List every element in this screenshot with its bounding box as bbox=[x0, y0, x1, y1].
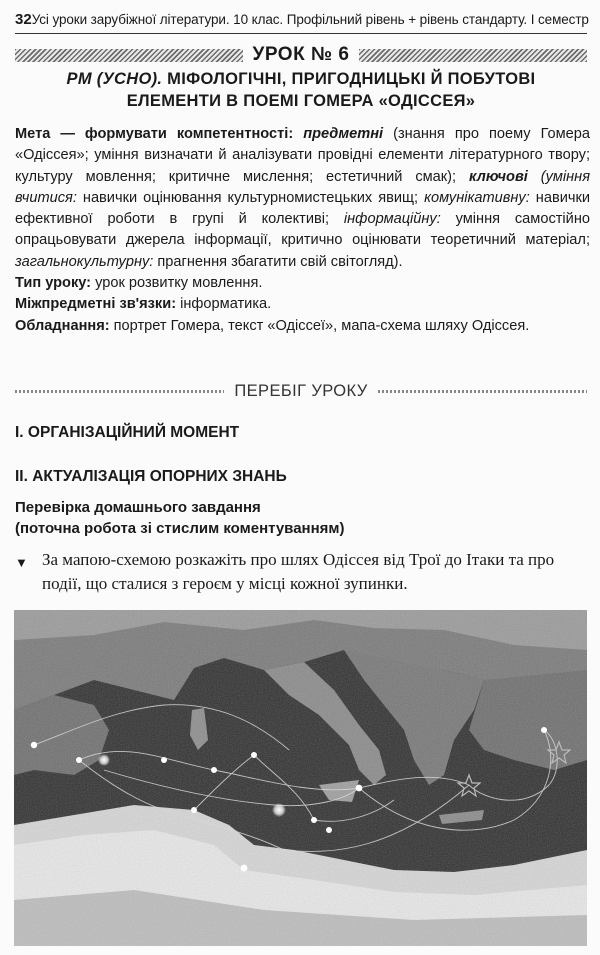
odysseus-route-map bbox=[14, 610, 587, 946]
goal-comm-label: комунікативну: bbox=[424, 189, 530, 206]
goal-subject-label: предметні bbox=[303, 126, 384, 142]
title-line1: МІФОЛОГІЧНІ, ПРИГОДНИЦЬКІ Й ПОБУТОВІ bbox=[162, 70, 536, 88]
goal-comm-text: навички ефективної роботи в групі й колективі; bbox=[15, 189, 590, 228]
task-text: За мапою-схемою розкажіть про шлях Одіссея від Трої до Ітаки та про події, що сталися з героєм у місці кожної зупинки. bbox=[42, 550, 555, 593]
lesson-info bbox=[15, 124, 590, 337]
page-number: 32 bbox=[15, 10, 32, 28]
running-title: Усі уроки зарубіжної літератури. 10 клас. Профільний рівень + рівень стандарту. І семестр bbox=[31, 11, 589, 27]
lesson-number-bar bbox=[15, 45, 587, 65]
title-rm-label: РМ (УСНО). bbox=[66, 70, 163, 88]
page-header bbox=[15, 8, 589, 30]
dots-right bbox=[378, 390, 587, 393]
hatch-right bbox=[359, 49, 587, 62]
equipment bbox=[15, 316, 590, 337]
goal-info-label: інформаційну: bbox=[343, 211, 441, 228]
goal-key-label: ключові bbox=[468, 168, 528, 185]
task-item bbox=[15, 548, 590, 596]
lesson-type-value: урок розвитку мовлення. bbox=[91, 275, 263, 292]
lesson-type-label: Тип уроку: bbox=[15, 275, 92, 292]
lesson-number: УРОК № 6 bbox=[252, 44, 350, 65]
dots-left bbox=[15, 390, 224, 393]
goal-paragraph bbox=[15, 124, 590, 273]
goal-info-text: уміння самостійно опрацьовувати джерела інформації, критично оцінювати теоретичний матеріал; bbox=[15, 211, 590, 249]
links-label: Міжпредметні зв'язки: bbox=[15, 296, 177, 313]
equipment-label: Обладнання: bbox=[15, 317, 110, 334]
course-heading-bar bbox=[15, 380, 587, 402]
title-line2: ЕЛЕМЕНТИ В ПОЕМІ ГОМЕРА «ОДІССЕЯ» bbox=[126, 92, 476, 110]
course-heading: ПЕРЕБІГ УРОКУ bbox=[234, 381, 368, 400]
goal-learn-text: навички оцінювання культурномистецьких явищ; bbox=[76, 189, 425, 206]
homework-check-heading bbox=[15, 497, 345, 539]
section-2-heading: II. АКТУАЛІЗАЦІЯ ОПОРНИХ ЗНАНЬ bbox=[15, 468, 287, 485]
goal-learn-label: (уміння вчитися: bbox=[15, 168, 590, 206]
section-1-heading: I. ОРГАНІЗАЦІЙНИЙ МОМЕНТ bbox=[15, 424, 240, 441]
goal-cult-label: загальнокультурну: bbox=[15, 253, 154, 270]
lesson-title bbox=[15, 68, 587, 112]
check-line2: (поточна робота зі стислим коментуванням) bbox=[15, 520, 345, 537]
hatch-left bbox=[15, 49, 243, 62]
interdisciplinary-links bbox=[15, 294, 590, 315]
lesson-type bbox=[15, 273, 590, 294]
map-image bbox=[14, 610, 587, 946]
goal-cult-text: прагнення збагатити свій світогляд). bbox=[153, 253, 403, 270]
equipment-value: портрет Гомера, текст «Одіссеї», мапа-схема шляху Одіссея. bbox=[109, 317, 530, 334]
links-value: інформатика. bbox=[176, 296, 272, 313]
triangle-bullet-icon: ▼ bbox=[15, 555, 28, 570]
header-rule bbox=[15, 33, 587, 34]
goal-label: Мета — формувати компетентності: bbox=[15, 126, 294, 142]
check-line1: Перевірка домашнього завдання bbox=[15, 499, 261, 516]
goal-subject-text: (знання про поему Гомера «Одіссея»; уміння визначати й аналізувати провідні елементи літературного твору; культуру мовлення; критичне мислення; естетичний смак); bbox=[15, 126, 591, 185]
